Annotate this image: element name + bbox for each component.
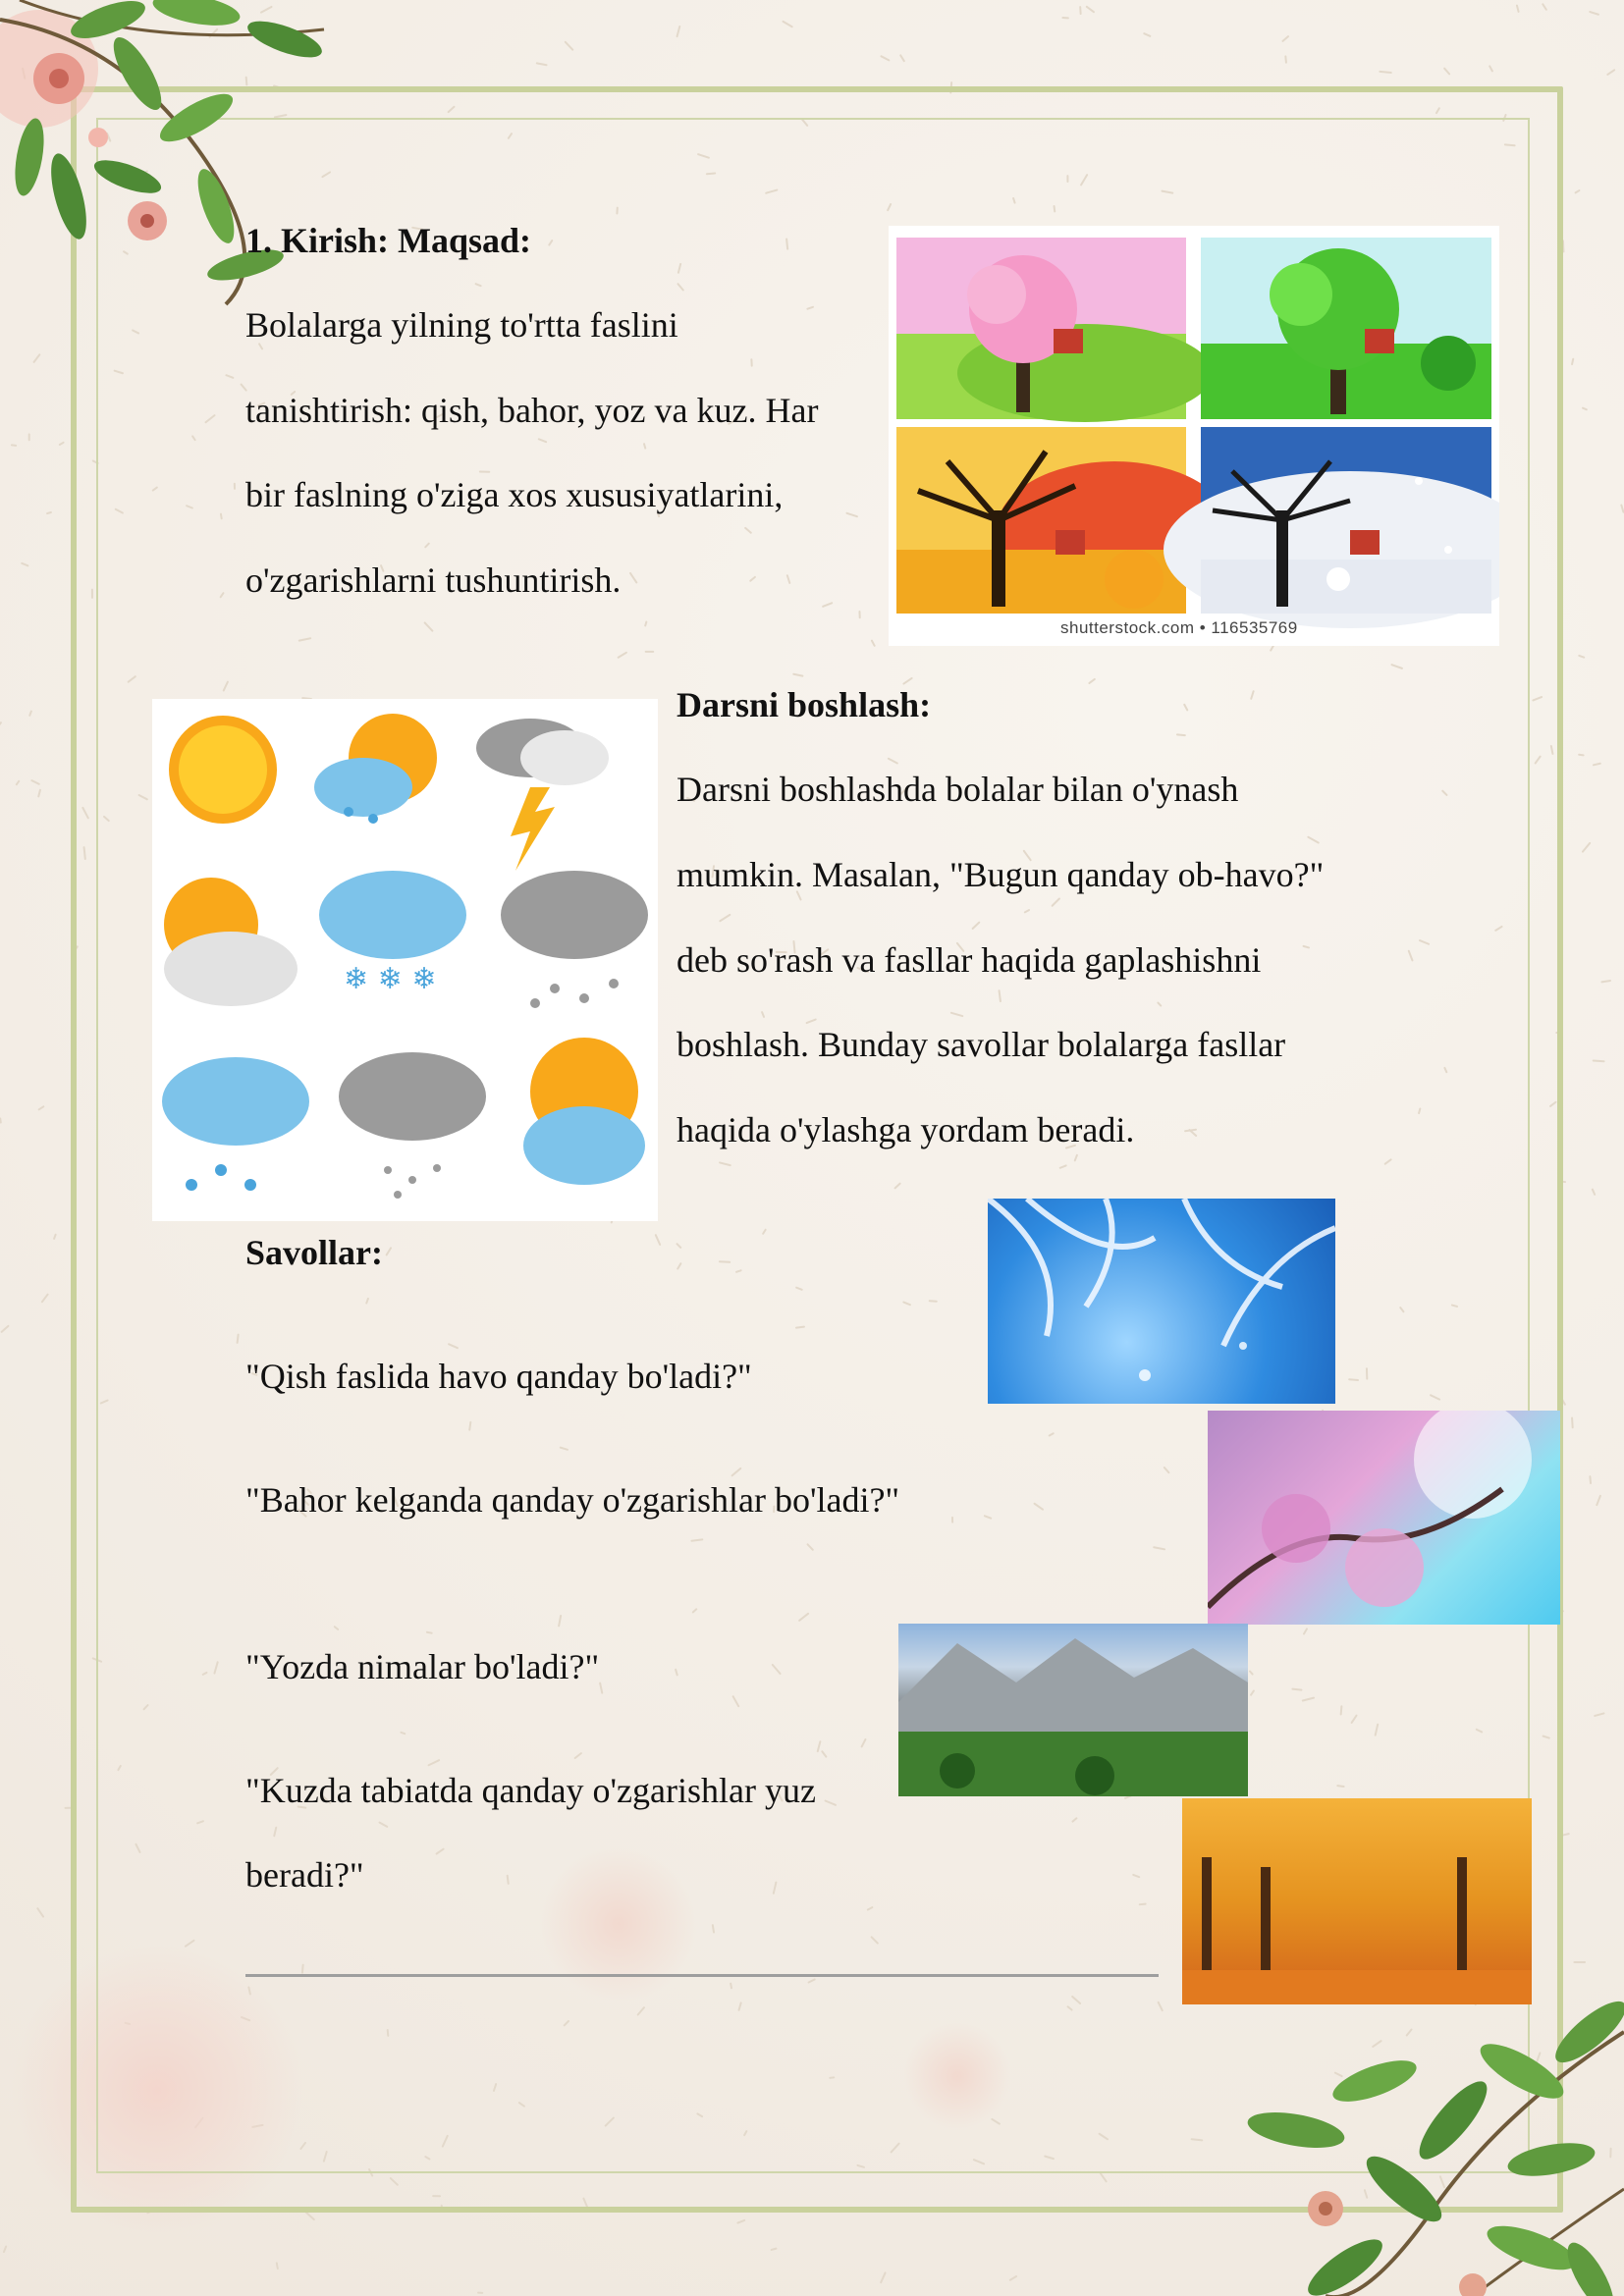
winter-photo [988,1199,1335,1404]
start-line: deb so'rash va fasllar haqida gaplashishni [677,940,1262,980]
questions-heading: Savollar: [245,1233,383,1272]
intro-line: bir faslning o'ziga xos xususiyatlarini, [245,475,784,514]
autumn-photo [1182,1798,1532,2004]
start-line: Darsni boshlashda bolalar bilan o'ynash [677,770,1239,809]
question-spring: "Bahor kelganda qanday o'zgarishlar bo'ladi?" [245,1480,900,1520]
svg-text:❄ ❄ ❄: ❄ ❄ ❄ [344,962,437,996]
four-seasons-image [889,226,1499,646]
start-line: mumkin. Masalan, "Bugun qanday ob-havo?" [677,855,1325,894]
divider-line [245,1974,1159,1977]
start-line: boshlash. Bunday savollar bolalarga fasllar [677,1025,1286,1064]
start-heading: Darsni boshlash: [677,685,932,724]
four-seasons-illustration [889,226,1499,646]
intro-heading: 1. Kirish: Maqsad: [245,221,532,260]
start-line: haqida o'ylashga yordam beradi. [677,1110,1135,1149]
intro-line: tanishtirish: qish, bahor, yoz va kuz. Har [245,391,819,430]
intro-line: Bolalarga yilning to'rtta faslini [245,305,678,345]
intro-line: o'zgarishlarni tushuntirish. [245,561,622,600]
weather-icons-image [152,699,658,1221]
floral-decoration-top-left [0,0,334,314]
question-winter: "Qish faslida havo qanday bo'ladi?" [245,1357,752,1396]
image-caption: shutterstock.com • 116535769 [1060,618,1298,637]
question-autumn: "Kuzda tabiatda qanday o'zgarishlar yuz [245,1771,816,1810]
spring-photo [1208,1411,1560,1625]
weather-icons-grid [152,699,658,1221]
question-autumn-continued: beradi?" [245,1855,364,1895]
floral-decoration-bottom-right [1178,1993,1624,2296]
summer-photo [898,1624,1248,1796]
question-summer: "Yozda nimalar bo'ladi?" [245,1647,600,1686]
